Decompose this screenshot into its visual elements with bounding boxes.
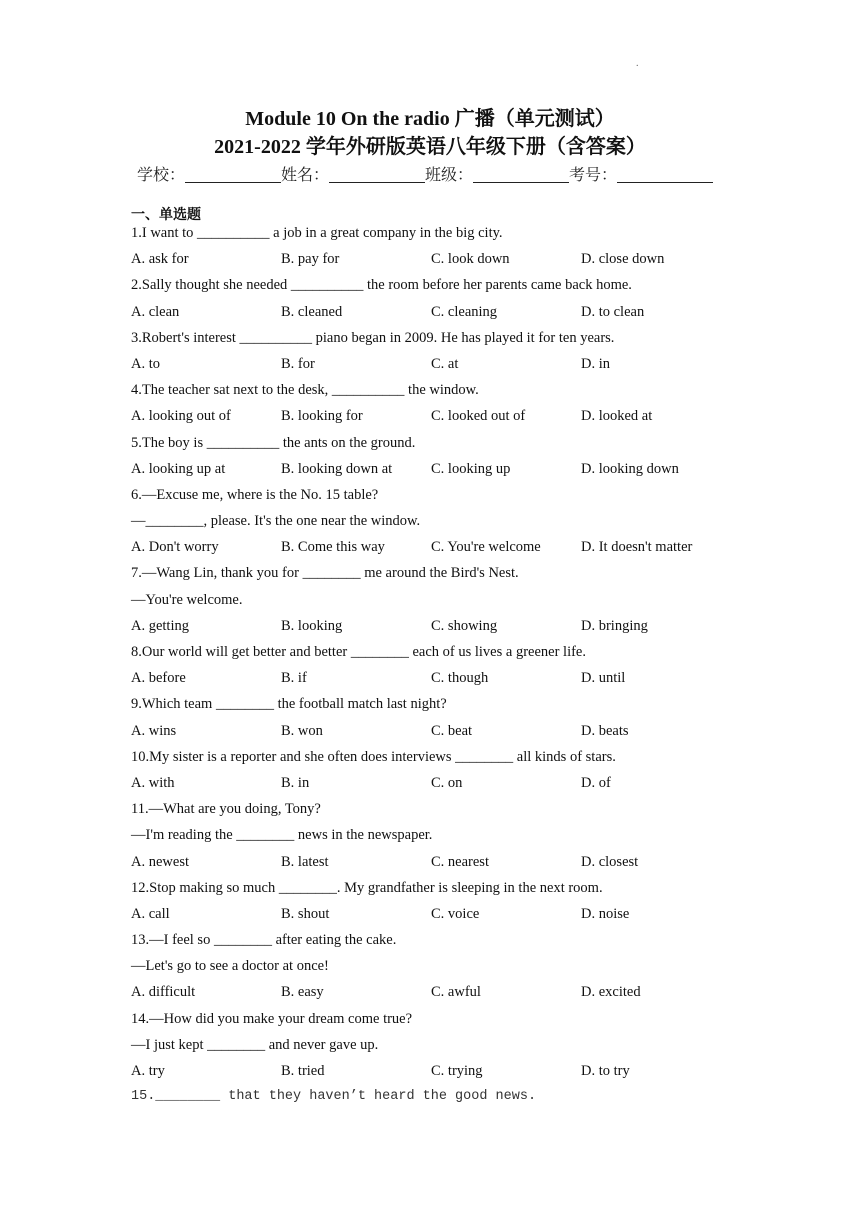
answer-option: A. to <box>131 355 160 372</box>
answer-option: C. nearest <box>431 853 489 870</box>
answer-option: B. Come this way <box>281 539 385 556</box>
question-text: 14.—How did you make your dream come true? <box>131 1010 413 1027</box>
answer-options <box>131 456 751 482</box>
answer-option: A. call <box>131 905 170 922</box>
question-item <box>131 560 751 639</box>
question-list <box>131 220 751 1110</box>
answer-option: C. on <box>431 774 463 791</box>
question-text: 3.Robert's interest __________ piano began in 2009. He has played it for ten years. <box>131 329 615 346</box>
question-text: —I'm reading the ________ news in the newspaper. <box>131 827 433 844</box>
answer-option: B. if <box>281 670 307 687</box>
name-blank <box>329 166 425 183</box>
answer-option: A. looking out of <box>131 408 231 425</box>
name-label: 姓名： <box>281 165 330 184</box>
answer-option: D. excited <box>581 984 641 1001</box>
question-item <box>131 691 751 743</box>
question-text: —________, please. It's the one near the window. <box>131 513 421 530</box>
answer-options <box>131 613 751 639</box>
question-item <box>131 875 751 927</box>
answer-options <box>131 849 751 875</box>
question-text: 1.I want to __________ a job in a great company in the big city. <box>131 225 503 241</box>
answer-option: C. trying <box>431 1063 483 1079</box>
exam-number-label: 考号： <box>569 165 618 184</box>
question-text: 2.Sally thought she needed __________ the room before her parents came back home. <box>131 277 632 294</box>
answer-option: D. in <box>581 355 610 372</box>
answer-option: D. looking down <box>581 460 679 477</box>
answer-option: A. try <box>131 1063 165 1079</box>
answer-option: A. ask for <box>131 251 189 268</box>
answer-option: C. though <box>431 670 489 687</box>
question-text: 9.Which team ________ the football match last night? <box>131 696 447 713</box>
answer-option: B. looking down at <box>281 460 393 477</box>
question-item <box>131 1084 751 1110</box>
answer-options <box>131 901 751 927</box>
answer-option: A. looking up at <box>131 460 226 477</box>
answer-option: B. tried <box>281 1063 325 1079</box>
answer-option: D. until <box>581 670 626 687</box>
answer-option: B. pay for <box>281 251 340 268</box>
answer-option: D. It doesn't matter <box>581 539 693 556</box>
answer-option: D. close down <box>581 251 665 268</box>
answer-option: D. noise <box>581 905 630 922</box>
question-text: 11.—What are you doing, Tony? <box>131 801 321 818</box>
answer-options <box>131 770 751 796</box>
answer-option: D. bringing <box>581 617 648 634</box>
question-text: —Let's go to see a doctor at once! <box>131 958 329 975</box>
answer-option: B. in <box>281 774 310 791</box>
school-blank <box>185 166 281 183</box>
class-label: 班级： <box>425 165 474 184</box>
question-text: 6.—Excuse me, where is the No. 15 table? <box>131 486 379 503</box>
answer-option: B. shout <box>281 905 330 922</box>
student-info-row <box>137 162 713 185</box>
question-text: 7.—Wang Lin, thank you for ________ me around the Bird's Nest. <box>131 565 519 582</box>
answer-option: B. easy <box>281 984 324 1001</box>
answer-option: C. looking up <box>431 460 511 477</box>
answer-option: A. before <box>131 670 186 687</box>
answer-option: C. looked out of <box>431 408 526 425</box>
answer-option: B. looking for <box>281 408 363 425</box>
question-item <box>131 639 751 691</box>
answer-option: B. won <box>281 722 323 739</box>
question-item <box>131 430 751 482</box>
answer-option: D. of <box>581 774 611 791</box>
answer-option: A. difficult <box>131 984 196 1001</box>
answer-option: B. for <box>281 355 315 372</box>
question-item <box>131 272 751 324</box>
question-text: 15.________ that they haven’t heard the good news. <box>131 1089 537 1105</box>
answer-option: A. newest <box>131 853 189 870</box>
answer-option: D. to try <box>581 1063 630 1079</box>
answer-option: B. cleaned <box>281 303 343 320</box>
answer-option: C. You're welcome <box>431 539 541 556</box>
corner-dot: . <box>636 58 639 69</box>
answer-options <box>131 665 751 691</box>
answer-option: C. at <box>431 355 459 372</box>
answer-option: D. beats <box>581 722 629 739</box>
answer-options <box>131 979 751 1005</box>
question-item <box>131 927 751 1006</box>
document-subtitle: 2021-2022 学年外研版英语八年级下册（含答案） <box>214 136 646 158</box>
answer-options <box>131 246 751 272</box>
class-blank <box>473 166 569 183</box>
answer-options <box>131 403 751 429</box>
answer-option: D. looked at <box>581 408 653 425</box>
exam-number-blank <box>617 166 713 183</box>
answer-option: C. beat <box>431 722 473 739</box>
question-item <box>131 325 751 377</box>
answer-options <box>131 351 751 377</box>
school-label: 学校： <box>137 165 186 184</box>
question-text: 12.Stop making so much ________. My grandfather is sleeping in the next room. <box>131 879 603 896</box>
answer-options <box>131 718 751 744</box>
question-text: 10.My sister is a reporter and she often does interviews ________ all kinds of stars. <box>131 748 616 765</box>
question-item <box>131 796 751 875</box>
question-item <box>131 744 751 796</box>
answer-options <box>131 1058 751 1084</box>
answer-option: A. clean <box>131 303 180 320</box>
answer-option: B. latest <box>281 853 329 870</box>
answer-option: A. getting <box>131 617 189 634</box>
question-text: —I just kept ________ and never gave up. <box>131 1036 379 1053</box>
answer-option: C. awful <box>431 984 481 1001</box>
answer-option: C. look down <box>431 251 510 268</box>
answer-option: C. cleaning <box>431 303 498 320</box>
document-title: Module 10 On the radio 广播（单元测试） <box>245 108 615 130</box>
section-title: 一、单选题 <box>131 207 201 223</box>
question-text: 5.The boy is __________ the ants on the ground. <box>131 434 416 451</box>
answer-option: A. wins <box>131 722 177 739</box>
answer-option: D. closest <box>581 853 639 870</box>
question-item <box>131 220 751 272</box>
answer-option: C. showing <box>431 617 498 634</box>
question-item <box>131 482 751 561</box>
answer-option: B. looking <box>281 617 343 634</box>
answer-option: D. to clean <box>581 303 645 320</box>
question-text: 4.The teacher sat next to the desk, __________ the window. <box>131 382 479 399</box>
answer-options <box>131 534 751 560</box>
answer-option: C. voice <box>431 905 480 922</box>
answer-option: A. Don't worry <box>131 539 219 556</box>
question-item <box>131 1006 751 1085</box>
answer-option: A. with <box>131 774 175 791</box>
question-text: —You're welcome. <box>131 591 243 608</box>
question-item <box>131 377 751 429</box>
answer-options <box>131 299 751 325</box>
question-text: 13.—I feel so ________ after eating the cake. <box>131 932 397 949</box>
question-text: 8.Our world will get better and better ________ each of us lives a greener life. <box>131 644 586 660</box>
